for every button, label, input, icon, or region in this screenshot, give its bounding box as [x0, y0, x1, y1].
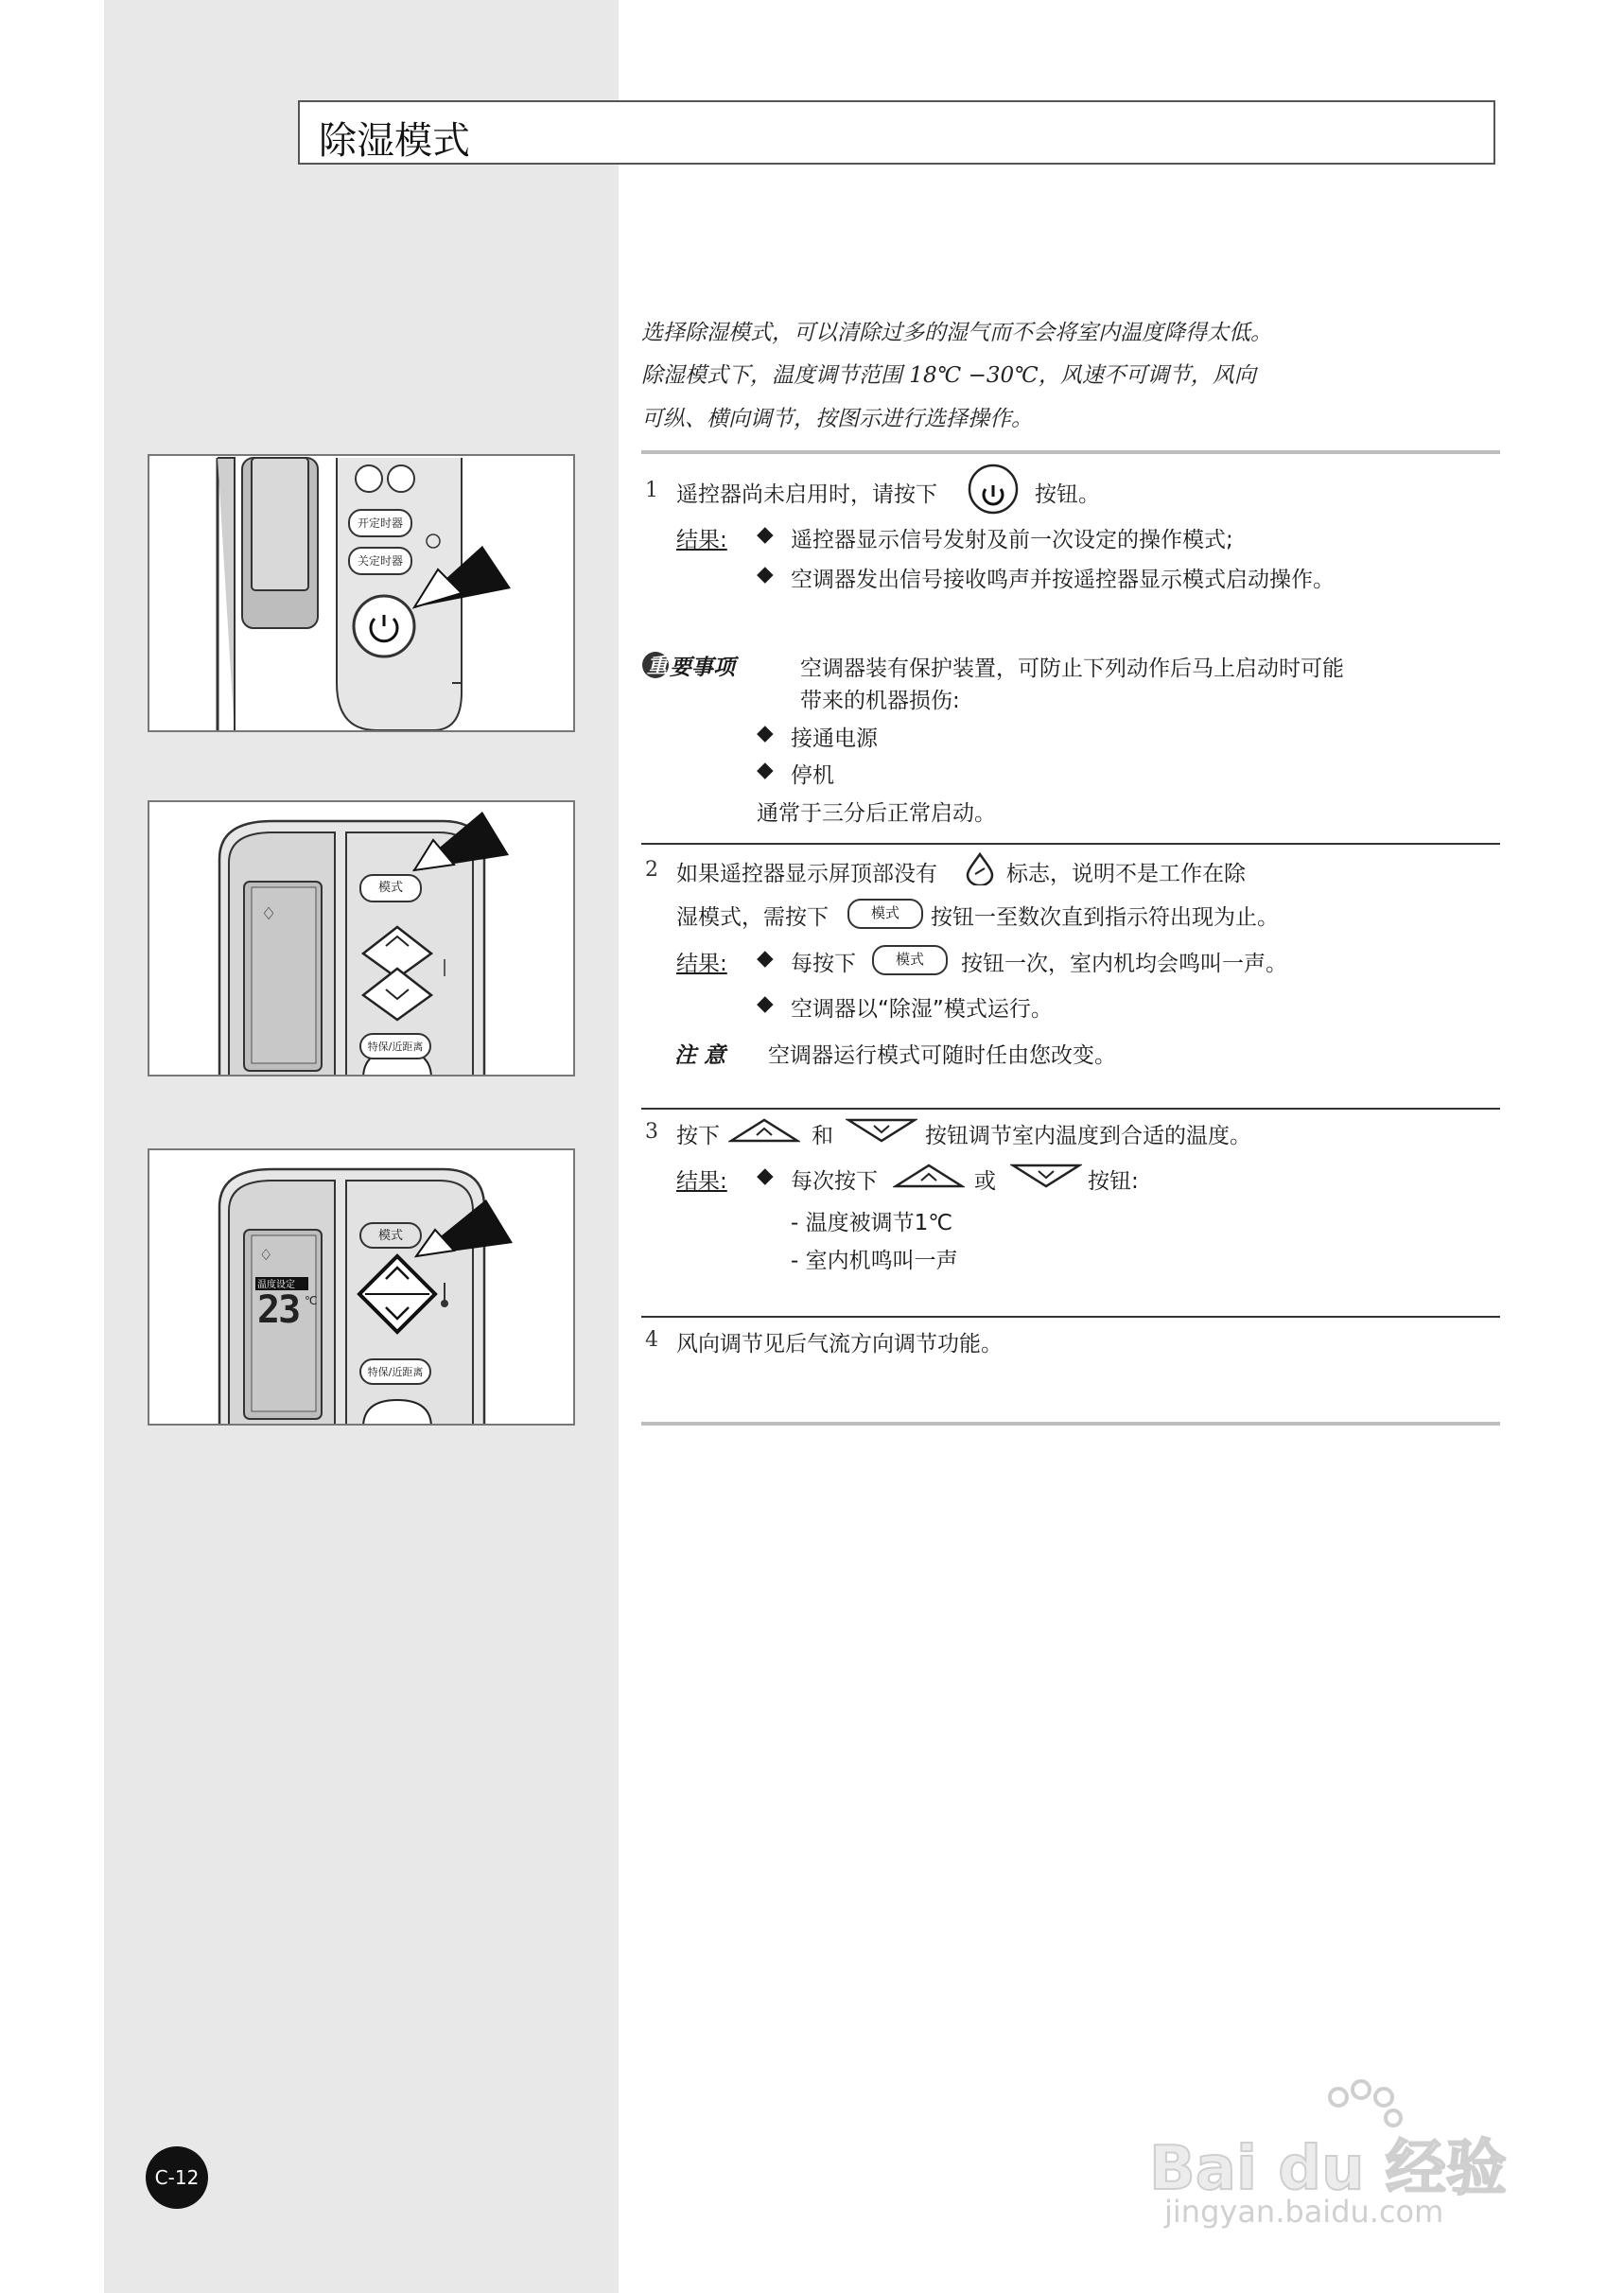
- dehumidify-drop-icon: [962, 849, 998, 885]
- step-2-line1-b: 标志，说明不是工作在除: [1006, 862, 1246, 886]
- step-1-bullet-1: 遥控器显示信号发射及前一次设定的操作模式;: [791, 528, 1233, 552]
- step-3-number: 3: [645, 1120, 658, 1144]
- watermark-brand: Bai du 经验: [1149, 2134, 1507, 2204]
- important-label: 要事项: [670, 656, 735, 680]
- page-number-badge: C-12: [146, 2146, 208, 2209]
- mode-button[interactable]: 模式: [359, 1222, 422, 1249]
- step-3-line-c: 按钮调节室内温度到合适的温度。: [925, 1124, 1251, 1148]
- important-first-char: 重: [647, 655, 669, 678]
- bullet-icon: ◆: [757, 721, 774, 745]
- bullet-icon: ◆: [757, 758, 774, 782]
- watermark-url: jingyan.baidu.com: [1164, 2194, 1444, 2230]
- bullet-icon: ◆: [757, 1164, 774, 1188]
- step-3-bullet-c: 按钮:: [1088, 1169, 1139, 1194]
- remote-image-temp: [148, 1148, 575, 1426]
- bullet-icon: ◆: [757, 562, 774, 586]
- title-box: [298, 100, 1495, 165]
- intro-line-2: 除湿模式下，温度调节范围 18℃ −30℃，风速不可调节，风向: [641, 363, 1256, 388]
- mode-button[interactable]: 模式: [359, 874, 422, 902]
- remote-illustration: [149, 456, 575, 732]
- temp-value: 23: [257, 1288, 300, 1332]
- mode-button-inline: 模式: [872, 945, 948, 975]
- step-4-number: 4: [645, 1328, 658, 1352]
- step-2-bullet-1-a: 每按下: [791, 952, 856, 976]
- important-text-1: 空调器装有保护装置，可防止下列动作后马上启动时可能: [800, 656, 1344, 681]
- note-label: 注 意: [674, 1043, 726, 1068]
- divider: [641, 1422, 1500, 1426]
- step-1-number: 1: [645, 479, 658, 502]
- up-arrow-button-icon: [728, 1116, 800, 1145]
- important-footer: 通常于三分后正常启动。: [757, 801, 996, 826]
- step-2-result-label: 结果:: [676, 952, 727, 976]
- special-button[interactable]: 特保/近距离: [359, 1033, 431, 1059]
- special-button[interactable]: 特保/近距离: [359, 1358, 431, 1385]
- remote-illustration: [149, 802, 575, 1076]
- down-arrow-button-icon: [1010, 1162, 1082, 1190]
- remote-image-power: [148, 454, 575, 732]
- temp-unit: ℃: [305, 1294, 318, 1307]
- step-3-dash-2: - 室内机鸣叫一声: [791, 1249, 958, 1273]
- note-text: 空调器运行模式可随时任由您改变。: [768, 1043, 1116, 1068]
- page-title: 除湿模式: [319, 119, 470, 163]
- step-1-text-b: 按钮。: [1035, 482, 1100, 507]
- intro-line-3: 可纵、横向调节，按图示进行选择操作。: [641, 407, 1033, 431]
- temp-setting-label: 温度设定: [257, 1280, 295, 1290]
- step-1-bullet-2: 空调器发出信号接收鸣声并按遥控器显示模式启动操作。: [791, 568, 1335, 592]
- on-timer-button[interactable]: 开定时器: [348, 509, 412, 537]
- step-2-line2-b: 按钮一至数次直到指示符出现为止。: [931, 905, 1279, 930]
- remote-image-mode: [148, 800, 575, 1076]
- remote-illustration: [149, 1150, 575, 1426]
- divider: [641, 843, 1500, 845]
- step-4-text: 风向调节见后气流方向调节功能。: [676, 1332, 1003, 1357]
- step-2-bullet-1-b: 按钮一次，室内机均会鸣叫一声。: [961, 952, 1287, 976]
- svg-text:♢: ♢: [261, 904, 277, 924]
- divider: [641, 1108, 1500, 1110]
- step-3-result-label: 结果:: [676, 1169, 727, 1194]
- step-2-line2-a: 湿模式，需按下: [676, 905, 829, 930]
- step-2-line1-a: 如果遥控器显示屏顶部没有: [676, 862, 937, 886]
- important-bullet-1: 接通电源: [791, 726, 878, 751]
- bullet-icon: ◆: [757, 946, 774, 971]
- power-button-icon: [967, 463, 1020, 516]
- intro-line-1: 选择除湿模式，可以清除过多的湿气而不会将室内温度降得太低。: [641, 321, 1272, 345]
- left-gray-column: [104, 0, 619, 2293]
- step-1-text-a: 遥控器尚未启用时，请按下: [676, 482, 937, 507]
- step-3-bullet-b: 或: [974, 1169, 996, 1194]
- divider: [641, 450, 1500, 454]
- bullet-icon: ◆: [757, 522, 774, 547]
- step-3-bullet-a: 每次按下: [791, 1169, 878, 1194]
- step-3-line-a: 按下: [676, 1124, 720, 1148]
- important-bullet-2: 停机: [791, 763, 834, 788]
- important-text-2: 带来的机器损伤:: [800, 689, 960, 713]
- step-2-bullet-2: 空调器以“除湿”模式运行。: [791, 997, 1053, 1022]
- divider: [641, 1316, 1500, 1318]
- off-timer-button[interactable]: 关定时器: [348, 547, 412, 575]
- step-1-result-label: 结果:: [676, 528, 727, 552]
- svg-text:♢: ♢: [259, 1246, 273, 1264]
- step-3-line-b: 和: [812, 1124, 833, 1148]
- bullet-icon: ◆: [757, 991, 774, 1016]
- step-2-number: 2: [645, 858, 658, 882]
- down-arrow-button-icon: [846, 1116, 917, 1145]
- step-3-dash-1: - 温度被调节1℃: [791, 1211, 953, 1235]
- mode-button-inline: 模式: [847, 899, 923, 929]
- up-arrow-button-icon: [893, 1162, 965, 1190]
